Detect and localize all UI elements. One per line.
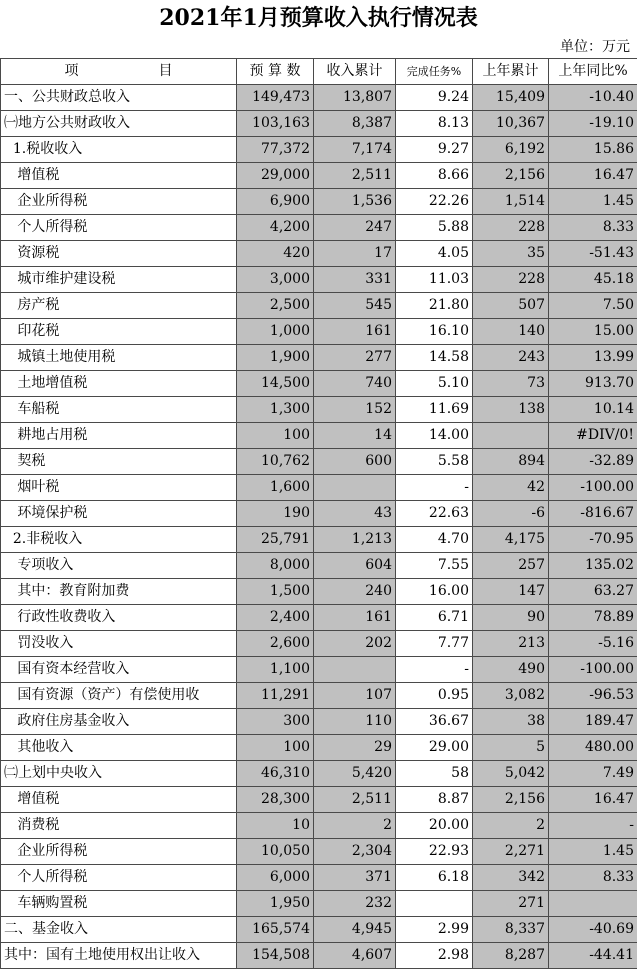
- cell-last: -6: [473, 501, 549, 527]
- cell-rate: 20.00: [396, 813, 473, 839]
- cell-budget: 4,200: [237, 215, 314, 241]
- cell-yoy: 135.02: [549, 553, 637, 579]
- table-row: [1, 241, 637, 267]
- cell-budget: 25,791: [237, 527, 314, 553]
- cell-budget: 190: [237, 501, 314, 527]
- table-row: [1, 397, 637, 423]
- cell-rate: 5.10: [396, 371, 473, 397]
- table-row: [1, 189, 637, 215]
- cell-budget: 1,900: [237, 345, 314, 371]
- cell-name: 增值税: [1, 787, 237, 813]
- table-row: [1, 709, 637, 735]
- cell-cum: 240: [314, 579, 396, 605]
- cell-budget: 2,500: [237, 293, 314, 319]
- cell-budget: 6,000: [237, 865, 314, 891]
- cell-rate: 58: [396, 761, 473, 787]
- cell-yoy: #DIV/0!: [549, 423, 637, 449]
- cell-cum: 2,511: [314, 787, 396, 813]
- cell-rate: [396, 891, 473, 917]
- cell-last: 2,156: [473, 163, 549, 189]
- cell-name: 烟叶税: [1, 475, 237, 501]
- table-row: [1, 787, 637, 813]
- cell-name: 消费税: [1, 813, 237, 839]
- cell-budget: 2,400: [237, 605, 314, 631]
- cell-name: 房产税: [1, 293, 237, 319]
- table-row: [1, 891, 637, 917]
- table-body: [1, 85, 637, 969]
- cell-name: ㈠地方公共财政收入: [1, 111, 237, 137]
- cell-yoy: -100.00: [549, 475, 637, 501]
- cell-cum: 17: [314, 241, 396, 267]
- cell-budget: 77,372: [237, 137, 314, 163]
- cell-cum: 331: [314, 267, 396, 293]
- cell-rate: 22.63: [396, 501, 473, 527]
- cell-yoy: 913.70: [549, 371, 637, 397]
- cell-yoy: [549, 891, 637, 917]
- cell-budget: 1,100: [237, 657, 314, 683]
- cell-yoy: 15.86: [549, 137, 637, 163]
- cell-name: 车辆购置税: [1, 891, 237, 917]
- table-row: [1, 423, 637, 449]
- cell-cum: 545: [314, 293, 396, 319]
- cell-rate: 11.69: [396, 397, 473, 423]
- cell-yoy: -32.89: [549, 449, 637, 475]
- cell-yoy: 189.47: [549, 709, 637, 735]
- cell-yoy: 63.27: [549, 579, 637, 605]
- cell-cum: 7,174: [314, 137, 396, 163]
- cell-last: 140: [473, 319, 549, 345]
- header-last-year: 上年累计: [473, 59, 549, 85]
- cell-last: 35: [473, 241, 549, 267]
- cell-rate: 2.98: [396, 943, 473, 969]
- unit-label: 单位：万元: [0, 36, 630, 58]
- cell-name: 城镇土地使用税: [1, 345, 237, 371]
- cell-last: 271: [473, 891, 549, 917]
- cell-name: 印花税: [1, 319, 237, 345]
- cell-cum: 371: [314, 865, 396, 891]
- cell-last: 2,271: [473, 839, 549, 865]
- report-title: 2021年1月预算收入执行情况表: [0, 0, 637, 36]
- table-row: [1, 735, 637, 761]
- cell-yoy: 480.00: [549, 735, 637, 761]
- table-row: [1, 475, 637, 501]
- cell-last: 8,337: [473, 917, 549, 943]
- cell-last: 2,156: [473, 787, 549, 813]
- cell-cum: 232: [314, 891, 396, 917]
- cell-budget: 420: [237, 241, 314, 267]
- cell-cum: 202: [314, 631, 396, 657]
- cell-last: 243: [473, 345, 549, 371]
- cell-budget: 1,500: [237, 579, 314, 605]
- cell-yoy: 45.18: [549, 267, 637, 293]
- cell-yoy: 7.50: [549, 293, 637, 319]
- table-row: [1, 371, 637, 397]
- header-row: [1, 59, 637, 85]
- table-row: [1, 683, 637, 709]
- cell-rate: 6.18: [396, 865, 473, 891]
- cell-cum: 152: [314, 397, 396, 423]
- cell-rate: 7.77: [396, 631, 473, 657]
- cell-rate: 9.27: [396, 137, 473, 163]
- cell-rate: 4.05: [396, 241, 473, 267]
- cell-budget: 1,000: [237, 319, 314, 345]
- cell-rate: 22.26: [396, 189, 473, 215]
- cell-name: 环境保护税: [1, 501, 237, 527]
- cell-yoy: -816.67: [549, 501, 637, 527]
- cell-name: 车船税: [1, 397, 237, 423]
- cell-rate: 8.13: [396, 111, 473, 137]
- table-row: [1, 553, 637, 579]
- cell-name: 2.非税收入: [1, 527, 237, 553]
- cell-name: 行政性收费收入: [1, 605, 237, 631]
- cell-budget: 2,600: [237, 631, 314, 657]
- cell-name: 增值税: [1, 163, 237, 189]
- cell-cum: 43: [314, 501, 396, 527]
- cell-rate: 6.71: [396, 605, 473, 631]
- cell-name: 专项收入: [1, 553, 237, 579]
- cell-cum: 161: [314, 319, 396, 345]
- cell-name: 1.税收收入: [1, 137, 237, 163]
- cell-yoy: -51.43: [549, 241, 637, 267]
- cell-last: 490: [473, 657, 549, 683]
- cell-cum: 277: [314, 345, 396, 371]
- header-item: [1, 59, 237, 85]
- table-row: [1, 839, 637, 865]
- header-item-a: 项: [65, 63, 79, 79]
- cell-last: 15,409: [473, 85, 549, 111]
- cell-rate: 22.93: [396, 839, 473, 865]
- cell-name: 国有资本经营收入: [1, 657, 237, 683]
- cell-name: 其中：国有土地使用权出让收入: [1, 943, 237, 969]
- cell-budget: 1,950: [237, 891, 314, 917]
- cell-rate: -: [396, 475, 473, 501]
- cell-yoy: 15.00: [549, 319, 637, 345]
- cell-name: 城市维护建设税: [1, 267, 237, 293]
- cell-yoy: -44.41: [549, 943, 637, 969]
- header-item-b: 目: [159, 63, 173, 79]
- cell-last: 42: [473, 475, 549, 501]
- cell-budget: 6,900: [237, 189, 314, 215]
- table-row: [1, 85, 637, 111]
- cell-name: 其他收入: [1, 735, 237, 761]
- cell-yoy: -5.16: [549, 631, 637, 657]
- cell-last: [473, 423, 549, 449]
- cell-budget: 149,473: [237, 85, 314, 111]
- cell-cum: 5,420: [314, 761, 396, 787]
- cell-rate: 9.24: [396, 85, 473, 111]
- cell-yoy: 78.89: [549, 605, 637, 631]
- cell-yoy: -19.10: [549, 111, 637, 137]
- cell-name: 耕地占用税: [1, 423, 237, 449]
- cell-name: 个人所得税: [1, 865, 237, 891]
- table-row: [1, 319, 637, 345]
- cell-cum: [314, 475, 396, 501]
- table-row: [1, 137, 637, 163]
- cell-budget: 165,574: [237, 917, 314, 943]
- cell-rate: 4.70: [396, 527, 473, 553]
- cell-name: 企业所得税: [1, 189, 237, 215]
- cell-yoy: -10.40: [549, 85, 637, 111]
- cell-cum: 600: [314, 449, 396, 475]
- table-row: [1, 449, 637, 475]
- cell-last: 6,192: [473, 137, 549, 163]
- cell-rate: 14.58: [396, 345, 473, 371]
- header-cumulative: 收入累计: [314, 59, 396, 85]
- cell-last: 90: [473, 605, 549, 631]
- cell-name: 土地增值税: [1, 371, 237, 397]
- cell-rate: 5.58: [396, 449, 473, 475]
- cell-cum: 1,213: [314, 527, 396, 553]
- cell-last: 5,042: [473, 761, 549, 787]
- cell-cum: 2: [314, 813, 396, 839]
- cell-budget: 28,300: [237, 787, 314, 813]
- table-row: [1, 943, 637, 969]
- table-row: [1, 215, 637, 241]
- cell-name: 二、基金收入: [1, 917, 237, 943]
- cell-name: 政府住房基金收入: [1, 709, 237, 735]
- table-row: [1, 761, 637, 787]
- cell-budget: 154,508: [237, 943, 314, 969]
- cell-last: 507: [473, 293, 549, 319]
- cell-yoy: 13.99: [549, 345, 637, 371]
- cell-budget: 100: [237, 735, 314, 761]
- cell-rate: 8.66: [396, 163, 473, 189]
- header-budget: 预 算 数: [237, 59, 314, 85]
- cell-budget: 8,000: [237, 553, 314, 579]
- table-row: [1, 267, 637, 293]
- cell-last: 257: [473, 553, 549, 579]
- cell-rate: 36.67: [396, 709, 473, 735]
- cell-yoy: 1.45: [549, 839, 637, 865]
- cell-cum: 2,511: [314, 163, 396, 189]
- cell-cum: 247: [314, 215, 396, 241]
- cell-cum: [314, 657, 396, 683]
- table-row: [1, 605, 637, 631]
- cell-yoy: -96.53: [549, 683, 637, 709]
- cell-budget: 29,000: [237, 163, 314, 189]
- cell-yoy: 1.45: [549, 189, 637, 215]
- cell-last: 4,175: [473, 527, 549, 553]
- cell-yoy: -40.69: [549, 917, 637, 943]
- cell-name: 企业所得税: [1, 839, 237, 865]
- cell-yoy: 16.47: [549, 787, 637, 813]
- cell-last: 10,367: [473, 111, 549, 137]
- cell-last: 228: [473, 215, 549, 241]
- table-row: [1, 345, 637, 371]
- table-row: [1, 163, 637, 189]
- table-row: [1, 293, 637, 319]
- cell-yoy: -: [549, 813, 637, 839]
- table-row: [1, 917, 637, 943]
- cell-budget: 10: [237, 813, 314, 839]
- cell-name: 罚没收入: [1, 631, 237, 657]
- cell-budget: 14,500: [237, 371, 314, 397]
- cell-last: 1,514: [473, 189, 549, 215]
- cell-budget: 1,600: [237, 475, 314, 501]
- cell-cum: 13,807: [314, 85, 396, 111]
- table-row: [1, 657, 637, 683]
- cell-cum: 107: [314, 683, 396, 709]
- cell-last: 73: [473, 371, 549, 397]
- cell-last: 894: [473, 449, 549, 475]
- cell-yoy: 10.14: [549, 397, 637, 423]
- cell-yoy: 8.33: [549, 215, 637, 241]
- cell-rate: 0.95: [396, 683, 473, 709]
- cell-last: 38: [473, 709, 549, 735]
- cell-name: 其中：教育附加费: [1, 579, 237, 605]
- cell-last: 147: [473, 579, 549, 605]
- table-row: [1, 631, 637, 657]
- cell-budget: 300: [237, 709, 314, 735]
- cell-rate: 7.55: [396, 553, 473, 579]
- cell-cum: 740: [314, 371, 396, 397]
- cell-rate: 11.03: [396, 267, 473, 293]
- cell-cum: 14: [314, 423, 396, 449]
- table-row: [1, 579, 637, 605]
- cell-budget: 10,762: [237, 449, 314, 475]
- header-completion: 完成任务%: [396, 59, 473, 85]
- cell-rate: 5.88: [396, 215, 473, 241]
- cell-name: 契税: [1, 449, 237, 475]
- cell-yoy: 16.47: [549, 163, 637, 189]
- cell-name: 国有资源（资产）有偿使用收: [1, 683, 237, 709]
- cell-rate: 29.00: [396, 735, 473, 761]
- cell-yoy: -70.95: [549, 527, 637, 553]
- cell-rate: 16.00: [396, 579, 473, 605]
- cell-budget: 10,050: [237, 839, 314, 865]
- cell-rate: 2.99: [396, 917, 473, 943]
- cell-budget: 3,000: [237, 267, 314, 293]
- cell-cum: 4,607: [314, 943, 396, 969]
- cell-cum: 110: [314, 709, 396, 735]
- budget-revenue-table: [0, 58, 637, 969]
- cell-rate: 8.87: [396, 787, 473, 813]
- cell-budget: 1,300: [237, 397, 314, 423]
- cell-budget: 103,163: [237, 111, 314, 137]
- cell-last: 2: [473, 813, 549, 839]
- cell-yoy: 7.49: [549, 761, 637, 787]
- cell-rate: -: [396, 657, 473, 683]
- cell-budget: 11,291: [237, 683, 314, 709]
- cell-last: 342: [473, 865, 549, 891]
- header-yoy: 上年同比%: [549, 59, 637, 85]
- cell-cum: 4,945: [314, 917, 396, 943]
- cell-cum: 161: [314, 605, 396, 631]
- table-row: [1, 501, 637, 527]
- cell-name: 资源税: [1, 241, 237, 267]
- cell-last: 5: [473, 735, 549, 761]
- cell-last: 213: [473, 631, 549, 657]
- table-row: [1, 527, 637, 553]
- cell-cum: 1,536: [314, 189, 396, 215]
- cell-cum: 29: [314, 735, 396, 761]
- cell-yoy: 8.33: [549, 865, 637, 891]
- cell-rate: 14.00: [396, 423, 473, 449]
- table-row: [1, 813, 637, 839]
- cell-cum: 2,304: [314, 839, 396, 865]
- cell-cum: 604: [314, 553, 396, 579]
- cell-last: 228: [473, 267, 549, 293]
- cell-last: 3,082: [473, 683, 549, 709]
- cell-name: 个人所得税: [1, 215, 237, 241]
- cell-rate: 16.10: [396, 319, 473, 345]
- cell-name: 一、公共财政总收入: [1, 85, 237, 111]
- cell-yoy: -100.00: [549, 657, 637, 683]
- table-row: [1, 865, 637, 891]
- cell-name: ㈡上划中央收入: [1, 761, 237, 787]
- cell-budget: 46,310: [237, 761, 314, 787]
- cell-rate: 21.80: [396, 293, 473, 319]
- cell-last: 138: [473, 397, 549, 423]
- cell-last: 8,287: [473, 943, 549, 969]
- cell-budget: 100: [237, 423, 314, 449]
- table-row: [1, 111, 637, 137]
- cell-cum: 8,387: [314, 111, 396, 137]
